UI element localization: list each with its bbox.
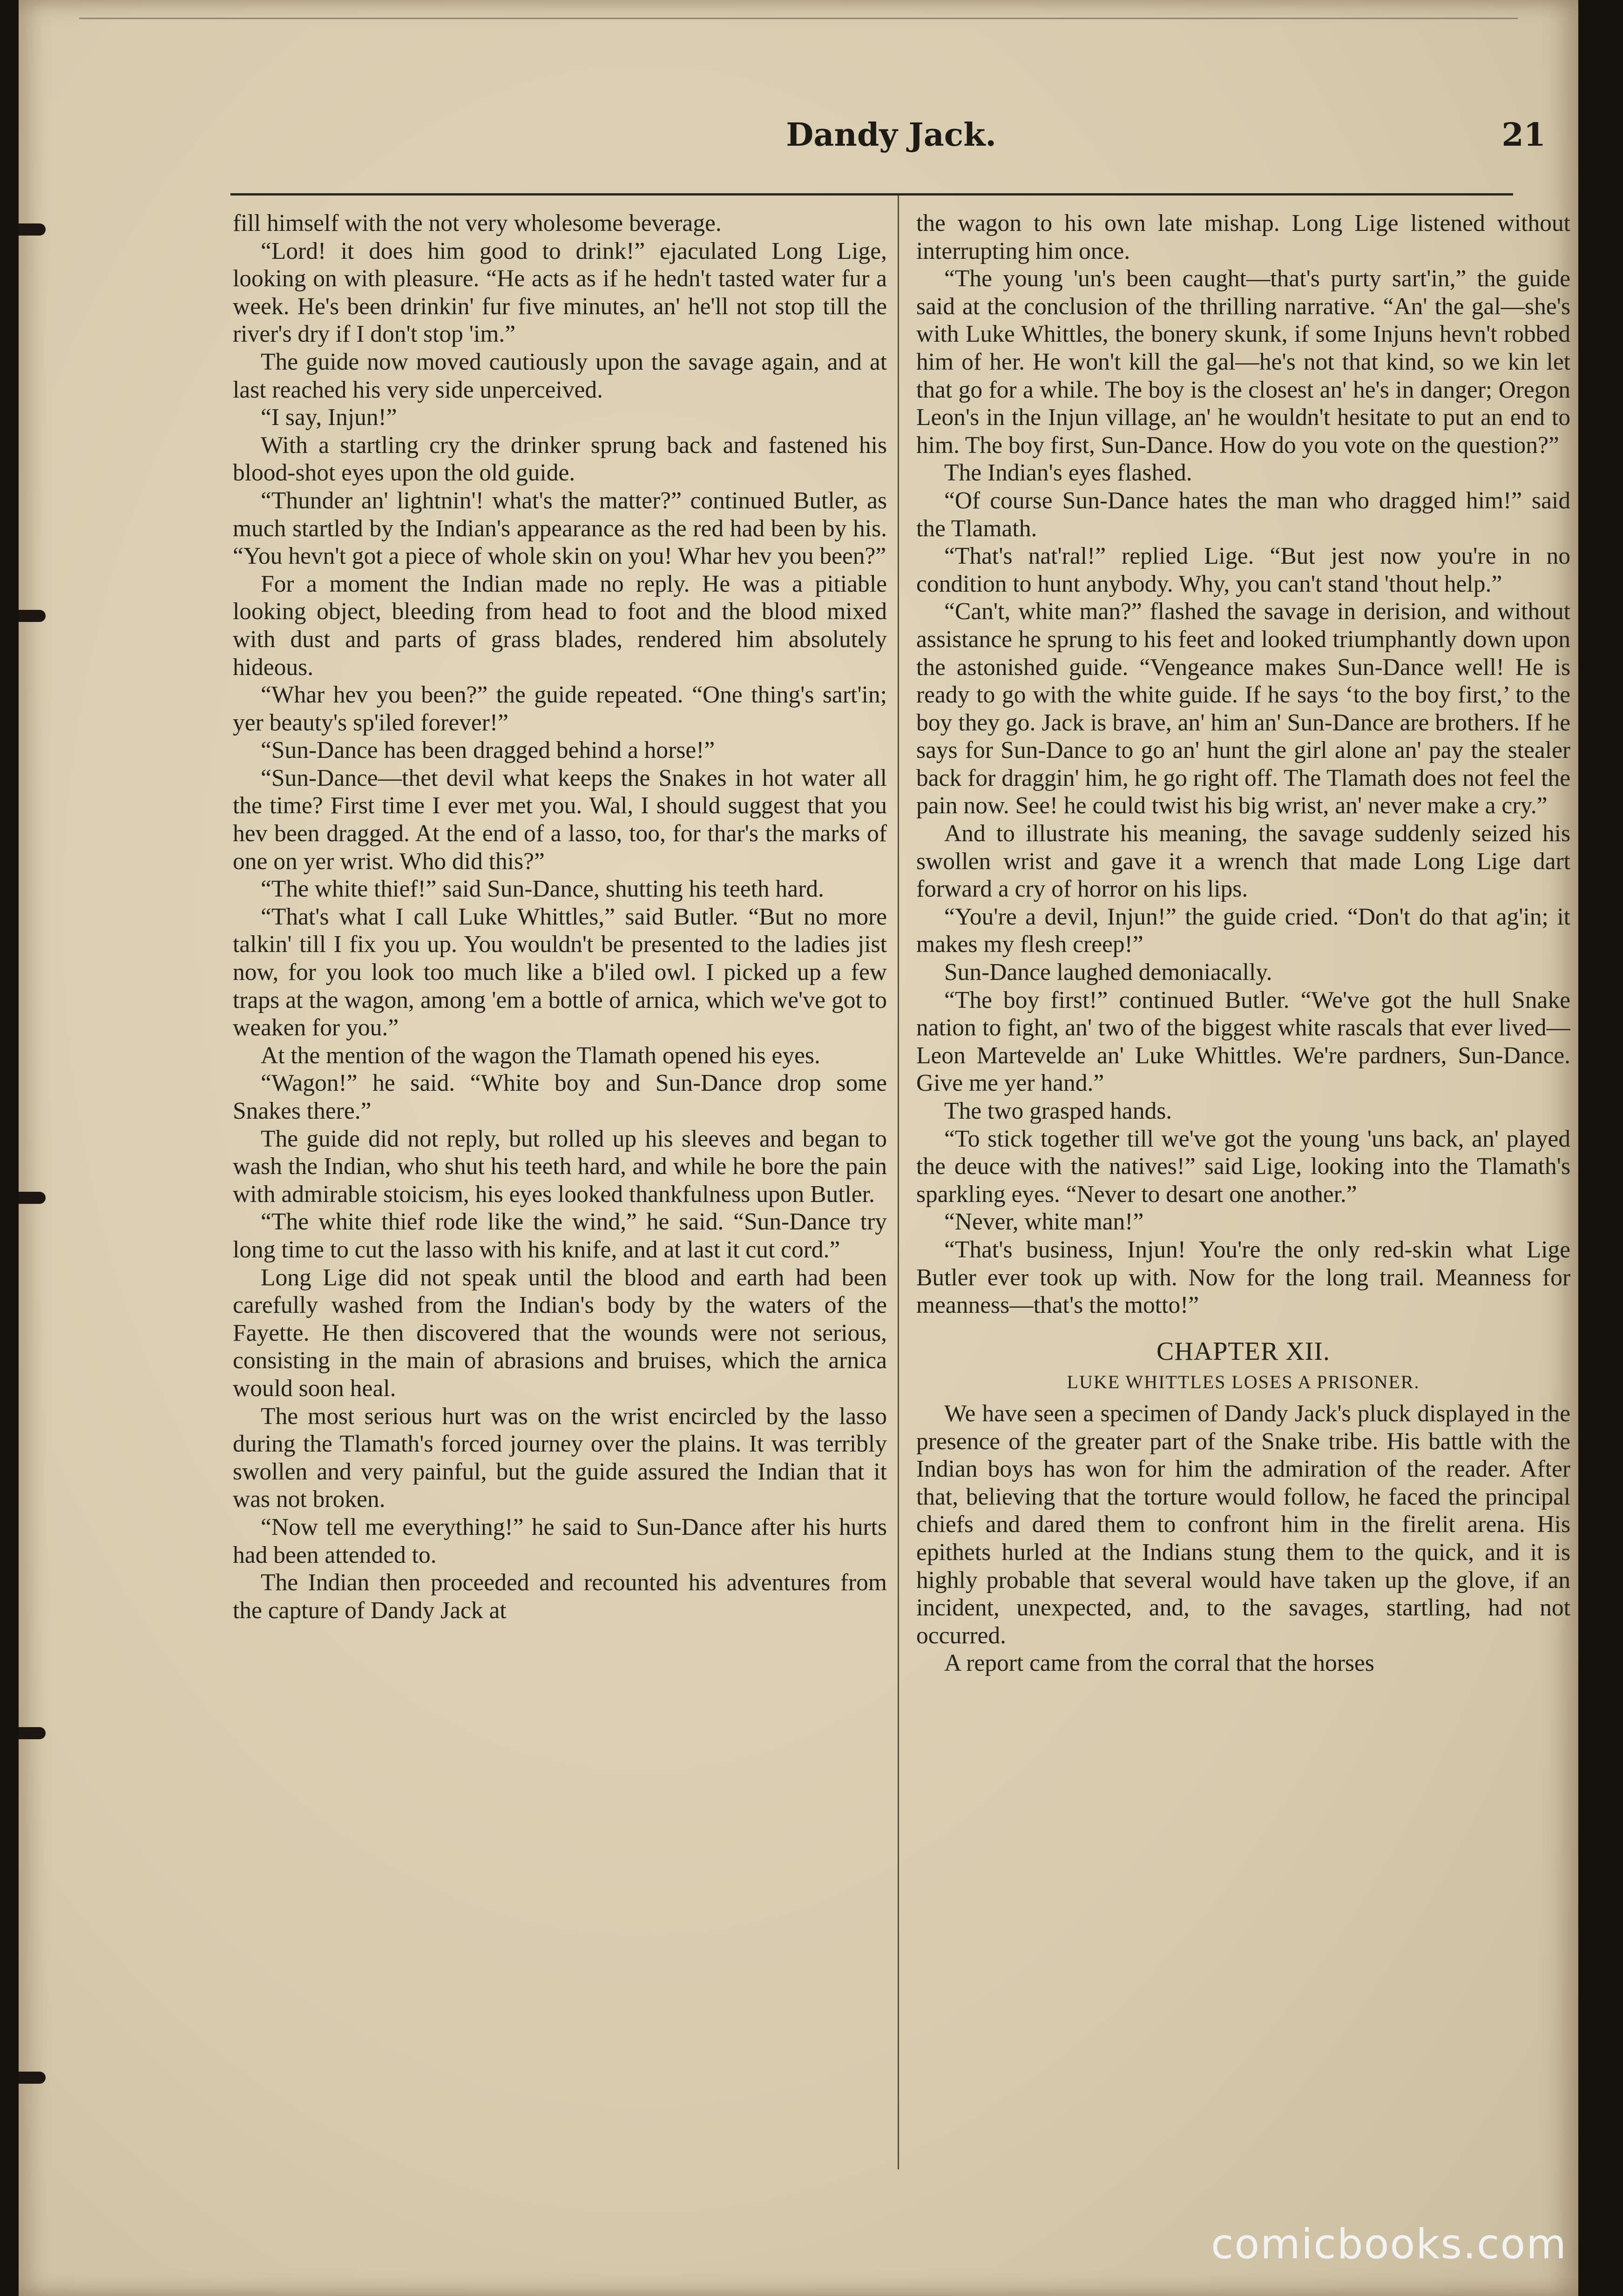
- paragraph: “That's nat'ral!” replied Lige. “But jest now you're in no condition to hunt anybody. Why, you can't stand 'thout help.”: [916, 543, 1570, 597]
- paragraph: The most serious hurt was on the wrist encircled by the lasso during the Tlamath's forced journey over the plains. It was terribly swollen and very painful, but the guide assured the Indian that it was not broken.: [233, 1403, 887, 1513]
- paragraph: “Sun-Dance—thet devil what keeps the Snakes in hot water all the time? First time I ever met you. Wal, I should suggest that you hev been dragged. At the end of a lasso, too, for thar's the marks of one on yer wrist. Who did this?”: [233, 764, 887, 875]
- paragraph: The two grasped hands.: [944, 1098, 1172, 1124]
- paragraph: “That's what I call Luke Whittles,” said Butler. “But no more talkin' till I fix you up. You wouldn't be presented to the ladies jist now, for you look too much like a b'iled owl. I picked up a few traps at the wagon, among 'em a bottle of arnica, which we've got to weaken for you.”: [233, 903, 887, 1041]
- paragraph: “Now tell me everything!” he said to Sun-Dance after his hurts had been attended to.: [233, 1513, 887, 1568]
- paragraph: At the mention of the wagon the Tlamath opened his eyes.: [261, 1042, 820, 1069]
- paragraph: Sun-Dance laughed demoniacally.: [944, 959, 1272, 986]
- chapter-text: [916, 1400, 1570, 1677]
- right-column: [916, 209, 1570, 2183]
- watermark: comicbooks.com: [1210, 2220, 1567, 2268]
- paragraph: “Of course Sun-Dance hates the man who dragged him!” said the Tlamath.: [916, 487, 1570, 542]
- paragraph: “Lord! it does him good to drink!” ejaculated Long Lige, looking on with pleasure. “He acts as if he hedn't tasted water fur a week. He's been drinkin' fur five minutes, an' he'll not stop till the river's dry if I don't stop 'im.”: [233, 237, 887, 348]
- paragraph: We have seen a specimen of Dandy Jack's pluck displayed in the presence of the greater part of the Snake tribe. His battle with the Indian boys has won for him the admiration of the reader. After that, believing that the torture would follow, he faced the principal chiefs and dared them to confront him in the firelit arena. His epithets hurled at the Indians stung them to the quick, and it is highly probable that several would have taken up the glove, if an incident, unexpected, and, to the savages, startling, had not occurred.: [916, 1400, 1570, 1649]
- binding-hole: [19, 1727, 46, 1739]
- paragraph: For a moment the Indian made no reply. He was a pitiable looking object, bleeding from head to foot and the blood mixed with dust and parts of grass blades, rendered him absolutely hideous.: [233, 570, 887, 681]
- paragraph: With a startling cry the drinker sprung back and fastened his blood-shot eyes upon the old guide.: [233, 432, 887, 486]
- paragraph: “I say, Injun!”: [261, 404, 397, 431]
- chapter-heading: CHAPTER XII.: [1156, 1337, 1330, 1366]
- paragraph: “The young 'un's been caught—that's purty sart'in,” the guide said at the conclusion of the thrilling narrative. “An' the gal—she's with Luke Whittles, the bonery skunk, if some Injuns hevn't robbed him of her. He won't kill the gal—he's not that kind, so we kin let that go for a while. The boy is the closest an' he's in danger; Oregon Leon's in the Injun village, an' he wouldn't hesitate to put an end to him. The boy first, Sun-Dance. How do you vote on the question?”: [916, 265, 1570, 459]
- paragraph: “Wagon!” he said. “White boy and Sun-Dance drop some Snakes there.”: [233, 1070, 887, 1124]
- left-column: [233, 209, 887, 2183]
- paragraph: The guide now moved cautiously upon the savage again, and at last reached his very side unperceived.: [233, 348, 887, 403]
- paragraph: And to illustrate his meaning, the savage suddenly seized his swollen wrist and gave it a wrench that made Long Lige dart forward a cry of horror on his lips.: [916, 820, 1570, 903]
- paragraph: “Never, white man!”: [944, 1209, 1144, 1236]
- running-title: Dandy Jack.: [786, 116, 996, 154]
- paragraph: “Thunder an' lightnin'! what's the matter?” continued Butler, as much startled by the Indian's appearance as the red had been by his. “You hevn't got a piece of whole skin on you! Whar hev you been?”: [233, 487, 887, 570]
- paragraph: “That's business, Injun! You're the only red-skin what Lige Butler ever took up with. Now for the long trail. Meanness for meanness—that's the motto!”: [916, 1236, 1570, 1319]
- binding-hole: [19, 223, 46, 236]
- paragraph: The Indian's eyes flashed.: [944, 459, 1192, 486]
- paragraph: A report came from the corral that the horses: [944, 1650, 1374, 1677]
- paragraph: “The white thief!” said Sun-Dance, shutting his teeth hard.: [261, 876, 824, 903]
- book-page: [19, 0, 1578, 2296]
- binding-hole: [19, 610, 46, 622]
- paragraph: “Can't, white man?” flashed the savage in derision, and without assistance he sprung to his feet and looked triumphantly down upon the astonished guide. “Vengeance makes Sun-Dance well! He is ready to go with the white guide. If he says ‘to the boy first,’ to the boy they go. Jack is brave, an' him an' Sun-Dance are brothers. If he says for Sun-Dance to go an' hunt the girl alone an' pay the stealer back for draggin' him, he go right off. The Tlamath does not feel the pain now. See! he could twist his big wrist, an' never make a cry.”: [916, 598, 1570, 819]
- binding-hole: [19, 2072, 46, 2084]
- header-rule: [230, 193, 1513, 196]
- paragraph: fill himself with the not very wholesome beverage.: [233, 210, 722, 236]
- paragraph: “To stick together till we've got the young 'uns back, an' played the deuce with the natives!” said Lige, looking into the Tlamath's sparkling eyes. “Never to desart one another.”: [916, 1125, 1570, 1208]
- paragraph: The Indian then proceeded and recounted his adventures from the capture of Dandy Jack at: [233, 1569, 887, 1624]
- right-column-text: [916, 209, 1570, 1319]
- paragraph: Long Lige did not speak until the blood and earth had been carefully washed from the Indian's body by the waters of the Fayette. He then discovered that the wounds were not serious, consisting in the main of abrasions and bruises, which the arnica would soon heal.: [233, 1264, 887, 1402]
- page-number: 21: [1501, 116, 1546, 154]
- top-edge-line: [79, 18, 1518, 19]
- chapter-subheading: LUKE WHITTLES LOSES A PRISONER.: [1067, 1371, 1420, 1393]
- paragraph: The guide did not reply, but rolled up his sleeves and began to wash the Indian, who shut his teeth hard, and while he bore the pain with admirable stoicism, his eyes looked thankfulness upon Butler.: [233, 1125, 887, 1208]
- paragraph: “Sun-Dance has been dragged behind a horse!”: [261, 737, 715, 764]
- binding-hole: [19, 1192, 46, 1204]
- paragraph: “The boy first!” continued Butler. “We've got the hull Snake nation to fight, an' two of the biggest white rascals that ever lived—Leon Martevelde an' Luke Whittles. We're pardners, Sun-Dance. Give me yer hand.”: [916, 986, 1570, 1097]
- paragraph: “The white thief rode like the wind,” he said. “Sun-Dance try long time to cut the lasso with his knife, and at last it cut cord.”: [233, 1209, 887, 1263]
- paragraph: the wagon to his own late mishap. Long Lige listened without interrupting him once.: [916, 210, 1570, 264]
- paragraph: “Whar hev you been?” the guide repeated. “One thing's sart'in; yer beauty's sp'iled forever!”: [233, 682, 887, 736]
- paragraph: “You're a devil, Injun!” the guide cried. “Don't do that ag'in; it makes my flesh creep!”: [916, 903, 1570, 958]
- column-divider: [898, 196, 899, 2169]
